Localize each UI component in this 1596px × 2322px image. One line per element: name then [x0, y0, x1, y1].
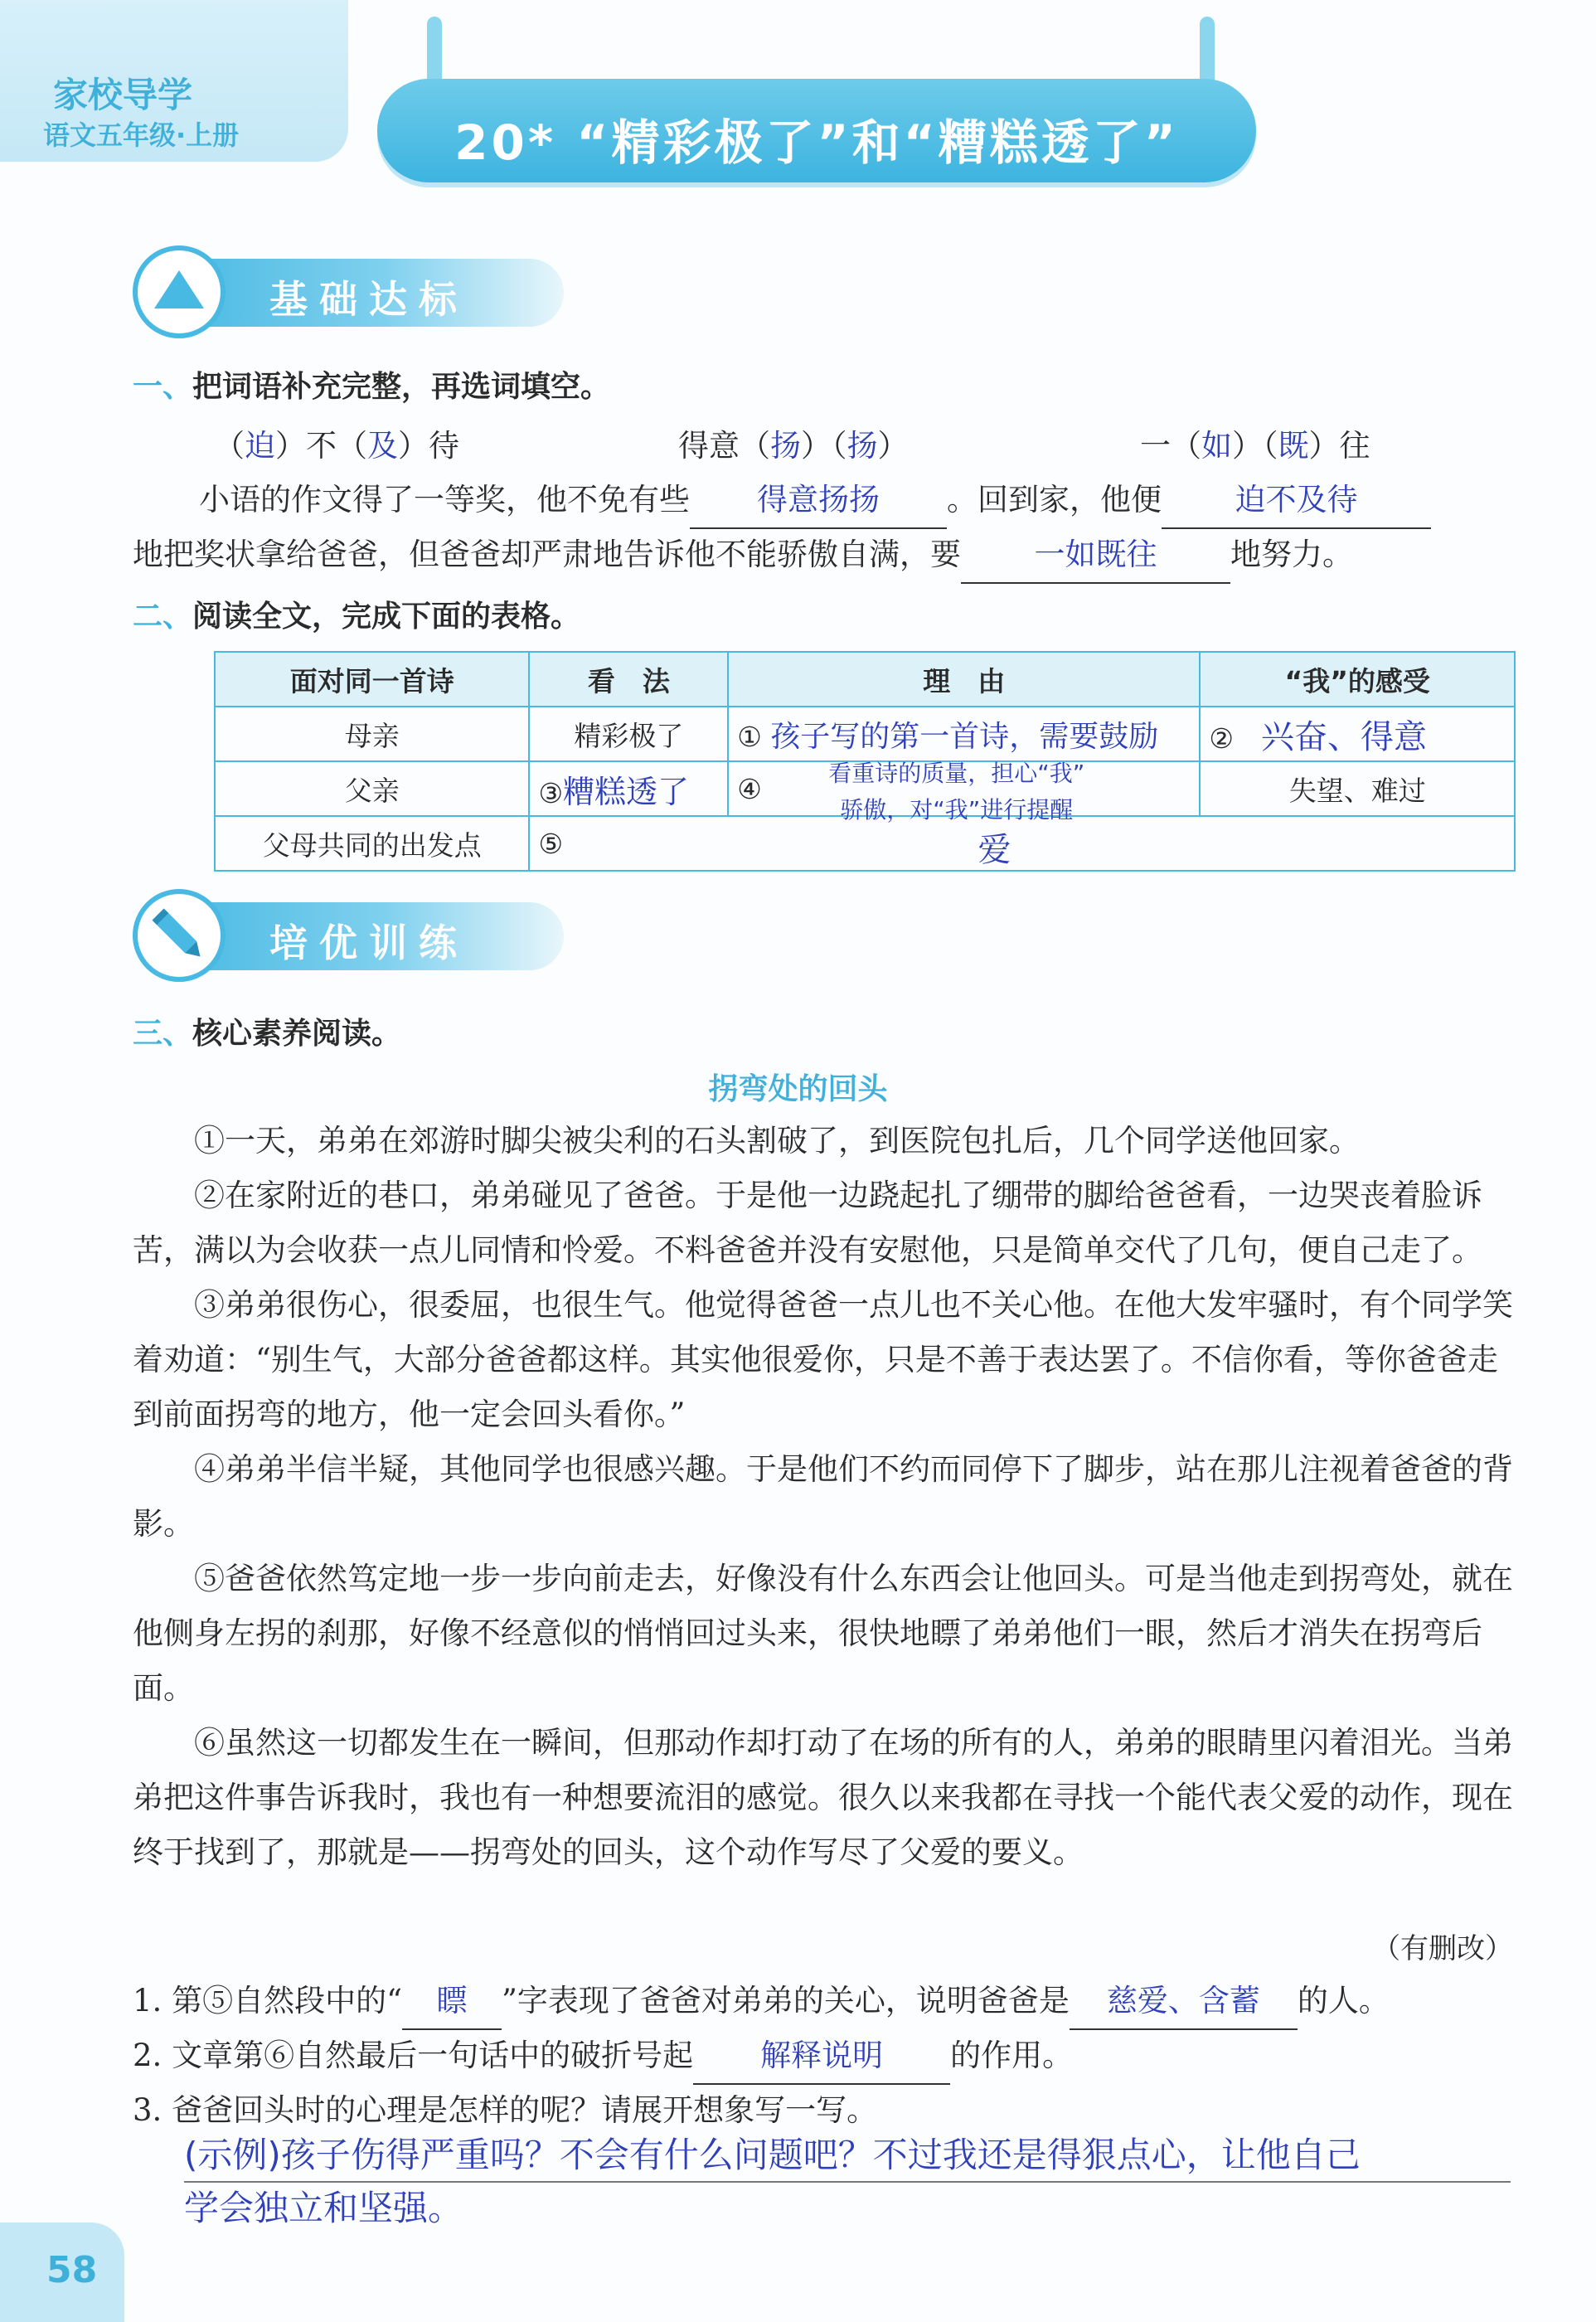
idiom-2	[678, 419, 909, 474]
idiom-text: ）不（	[275, 428, 367, 464]
section-title-basic: 基础达标	[269, 277, 468, 322]
idiom-text: 得意（	[678, 428, 770, 464]
answer-blank: 迫不及待	[1162, 473, 1431, 529]
table-cell	[728, 707, 1200, 761]
idiom-3	[1140, 419, 1370, 474]
article-body	[133, 1114, 1513, 1880]
idiom-text: ）（	[801, 428, 847, 464]
lesson-banner	[377, 79, 1256, 182]
table-cell	[529, 761, 728, 816]
answer-line-2: 学会独立和坚强。	[184, 2188, 463, 2228]
fill-line-1	[199, 473, 1431, 529]
handwritten-answer: 孩子写的第一首诗，需要鼓励	[770, 719, 1159, 754]
article-paragraph: ①一天，弟弟在郊游时脚尖被尖利的石头割破了，到医院包扎后，几个同学送他回家。	[194, 1123, 1360, 1159]
section-title-advanced: 培优训练	[269, 921, 468, 965]
table-cell	[728, 760, 1200, 823]
triangle-icon	[138, 250, 221, 333]
idiom-text: 一（	[1140, 428, 1201, 464]
table-cell	[1200, 707, 1515, 761]
article-paragraph: ③弟弟很伤心，很委屈，也很生气。他觉得爸爸一点儿也不关心他。在他大发牢骚时，有个同学笑着劝道：“别生气，大部分爸爸都这样。其实他很爱你，只是不善于表达罢了。不信你看，等你爸爸走到前面拐弯的地方，他一定会回头看你。”	[133, 1287, 1513, 1432]
q1-number: 一、	[133, 370, 193, 404]
table-cell: 精彩极了	[529, 707, 728, 761]
sentence-text: 。回到家，他便	[947, 482, 1162, 517]
sentence-text: 的作用。	[950, 2038, 1074, 2073]
book-subtitle: 语文五年级·上册	[43, 119, 240, 151]
q1-title: 把词语补充完整，再选词填空。	[192, 370, 611, 404]
article-paragraph: ④弟弟半信半疑，其他同学也很感兴趣。于是他们不约而同停下了脚步，站在那儿注视着爸爸的背影。	[133, 1451, 1513, 1542]
q1-heading	[133, 363, 610, 406]
handwritten-answer: 爱	[977, 831, 1011, 869]
table-cell	[529, 816, 1515, 871]
answer-line: 看重诗的质量，担心“我”	[828, 760, 1085, 787]
sentence-text: ”字表现了爸爸对弟弟的关心，说明爸爸是	[502, 1983, 1070, 2018]
table-cell: 失望、难过	[1200, 761, 1515, 816]
article-paragraph: ⑥虽然这一切都发生在一瞬间，但那动作却打动了在场的所有的人，弟弟的眼睛里闪着泪光。当弟弟把这件事告诉我时，我也有一种想要流泪的感觉。很久以来我都在寻找一个能代表父爱的动作，现在终于找到了，那就是——拐弯处的回头，这个动作写尽了父爱的要义。	[133, 1725, 1513, 1870]
sub-question-1	[133, 1974, 1390, 2030]
answer-blank: 瞟	[402, 1974, 502, 2030]
idiom-text: ）	[877, 428, 909, 464]
handwritten-answer: 兴奋、得意	[1260, 717, 1427, 756]
idiom-text: ）待	[398, 428, 459, 464]
article-paragraph: ⑤爸爸依然笃定地一步一步向前走去，好像没有什么东西会让他回头。可是当他走到拐弯处，就在他侧身左拐的刹那，好像不经意似的悄悄回过头来，很快地瞟了弟弟他们一眼，然后才消失在拐弯后面。	[133, 1561, 1513, 1706]
lesson-title: 20* “精彩极了”和“糟糕透了”	[454, 114, 1179, 171]
table-header: 看 法	[529, 652, 728, 707]
idiom-answer: 扬	[770, 428, 801, 464]
sentence-text: 第⑤自然段中的“	[172, 1983, 402, 2018]
idiom-answer: 迫	[245, 428, 275, 464]
q2-number: 二、	[133, 600, 193, 634]
article-title: 拐弯处的回头	[708, 1071, 888, 1106]
idiom-answer: 如	[1201, 428, 1232, 464]
q2-title: 阅读全文，完成下面的表格。	[192, 600, 581, 634]
idiom-1	[214, 419, 459, 474]
table-header-row	[215, 652, 1515, 707]
sub-number: 2.	[133, 2038, 163, 2073]
q3-number: 三、	[133, 1017, 193, 1051]
reading-table	[214, 651, 1516, 872]
article-paragraph: ②在家附近的巷口，弟弟碰见了爸爸。于是他一边跷起扎了绷带的脚给爸爸看，一边哭丧着脸诉苦，满以为会收获一点儿同情和怜爱。不料爸爸并没有安慰他，只是简单交代了几句，便自己走了。	[133, 1178, 1482, 1268]
answer-blank: 慈爱、含蓄	[1070, 1974, 1298, 2030]
cell-mark: ②	[1209, 721, 1234, 755]
table-header: “我”的感受	[1200, 652, 1515, 707]
cell-mark: ④	[737, 772, 762, 805]
q2-heading	[133, 593, 580, 635]
table-row	[215, 816, 1515, 871]
table-cell: 父母共同的出发点	[215, 816, 529, 871]
sentence-text: 小语的作文得了一等奖，他不免有些	[199, 482, 690, 517]
table-cell: 父亲	[215, 761, 529, 816]
table-row	[215, 707, 1515, 761]
book-title: 家校导学	[53, 75, 193, 115]
q3-title: 核心素养阅读。	[192, 1017, 402, 1051]
pencil-icon	[138, 894, 221, 977]
answer-line: 骄傲，对“我”进行提醒	[840, 796, 1074, 823]
sentence-text: 文章第⑥自然最后一句话中的破折号起	[172, 2038, 694, 2073]
handwritten-answer: 糟糕透了	[563, 773, 690, 810]
section-badge-advanced	[133, 889, 226, 982]
source-note: （有删改）	[1372, 1932, 1513, 1965]
sentence-text: 地把奖状拿给爸爸，但爸爸却严肃地告诉他不能骄傲自满，要	[133, 537, 961, 572]
sentence-text: 爸爸回头时的心理是怎样的呢？请展开想象写一写。	[172, 2092, 878, 2128]
table-header: 理 由	[728, 652, 1200, 707]
sentence-text: 地努力。	[1230, 537, 1353, 572]
sub-question-2	[133, 2028, 1073, 2085]
page-number: 58	[46, 2249, 98, 2291]
idiom-answer: 既	[1278, 428, 1309, 464]
answer-line-1: (示例)孩子伤得严重吗？不会有什么问题吧？不过我还是得狠点心，让他自己	[184, 2130, 1511, 2183]
idiom-text: ）（	[1232, 428, 1278, 464]
sub-number: 1.	[133, 1983, 163, 2018]
table-row	[215, 761, 1515, 816]
idiom-answer: 及	[367, 428, 398, 464]
idiom-text: （	[214, 428, 245, 464]
answer-blank: 得意扬扬	[690, 473, 947, 529]
table-cell: 母亲	[215, 707, 529, 761]
cell-mark: ①	[737, 720, 762, 753]
sub-number: 3.	[133, 2092, 163, 2128]
cell-mark: ⑤	[538, 827, 564, 860]
idiom-text: ）往	[1308, 428, 1370, 464]
section-badge-basic	[133, 245, 226, 338]
answer-blank: 解释说明	[693, 2028, 950, 2085]
page-number-tab	[0, 2222, 124, 2322]
answer-blank: 一如既往	[961, 527, 1230, 584]
idiom-answer: 扬	[847, 428, 878, 464]
q3-heading	[133, 1010, 401, 1052]
cell-mark: ③	[538, 776, 564, 809]
table-header: 面对同一首诗	[215, 652, 529, 707]
fill-line-2	[133, 527, 1353, 584]
sentence-text: 的人。	[1297, 1983, 1390, 2018]
